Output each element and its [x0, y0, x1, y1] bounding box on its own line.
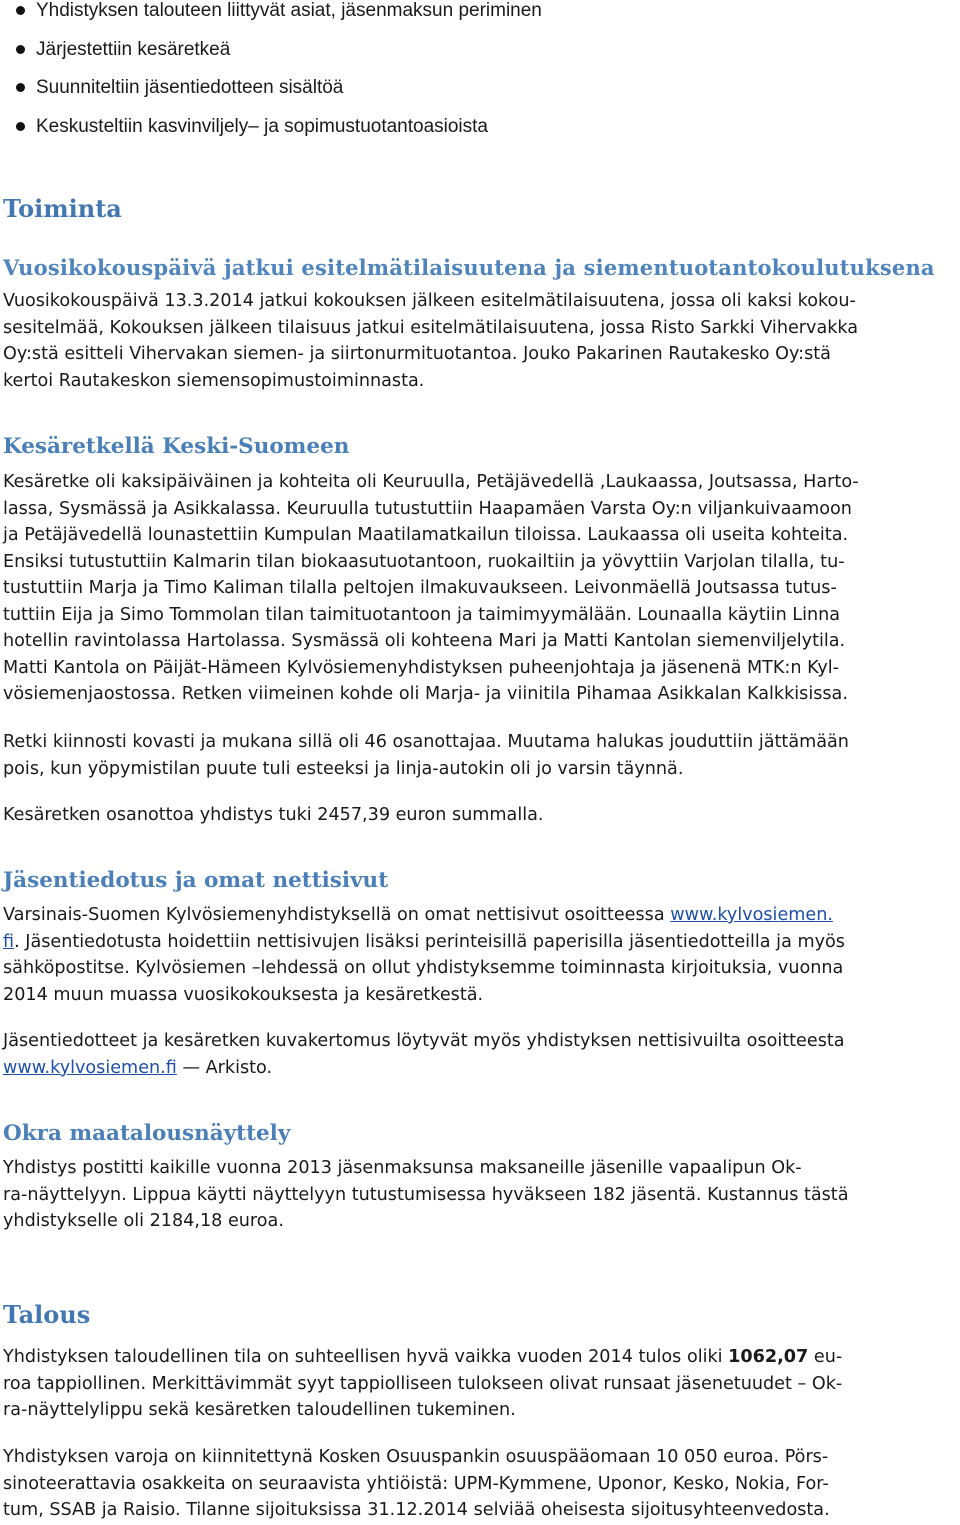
heading-okra: Okra maatalousnäyttely [3, 1121, 291, 1146]
paragraph-jasentiedotus: Varsinais-Suomen Kylvösiemenyhdistyksellä on omat nettisivut osoitteessa www.kylvosiemen. fi. Jäsentiedotusta hoidettiin nettisivujen lisäksi perinteisillä paperisilla jäsentiedotteilla ja myös sähköpostitse. Kylvösiemen –lehdessä on ollut yhdistyksemme toiminnasta kirjoituksia, vuonna 2014 muun muassa vuosikokouksesta ja kesäretkestä. [3, 905, 845, 1005]
paragraph-kesaretki: Kesäretke oli kaksipäiväinen ja kohteita oli Keuruulla, Petäjävedellä ,Laukaassa, Joutsassa, Harto- lassa, Sysmässä ja Asikkalassa. Keuruulla tutustuttiin Haapamäen Varsta Oy:n viljankuivaamoon ja Petäjävedellä lounastettiin Kumpulan Maatilamatkailun tiloissa. Laukaassa oli useita kohteita. Ensiksi tutustuttiin Kalmarin tilan biokaasutuotantoon, ruokailtiin ja yövyttiin Varjolan tilalla, tu- tustuttiin Marja ja Timo Kaliman tilalla peltojen ilmakuvaukseen. Leivonmäellä Joutsassa tutus- tuttiin Eija ja Simo Tommolan tilan taimituotantoon ja taimimyymälään. Lounaalla käytiin Linna hotellin ravintolassa Hartolassa. Sysmässä oli kohteena Mari ja Matti Kantolan siemenviljelytila. Matti Kantola on Päijät-Hämeen Kylvösiemenyhdistyksen puheenjohtaja ja jäsenenä MTK:n Kyl- vösiemenjaostossa. Retken viimeinen kohde oli Marja- ja viinitila Pihamaa Asikkalan Kalkkisissa. [3, 472, 859, 704]
heading-jasentiedotus: Jäsentiedotus ja omat nettisivut [3, 868, 389, 893]
paragraph-okra: Yhdistys postitti kaikille vuonna 2013 jäsenmaksunsa maksaneille jäsenille vapaalipun Ok- ra-näyttelyyn. Lippua käytti näyttelyyn tutustumisessa hyväkseen 182 jäsentä. Kustannus tästä yhdistykselle oli 2184,18 euroa. [3, 1158, 849, 1231]
paragraph-vuosikokous: Vuosikokouspäivä 13.3.2014 jatkui kokouksen jälkeen esitelmätilaisuutena, jossa oli kaksi kokou- sesitelmää, Kokouksen jälkeen tilaisuus jatkui esitelmätilaisuutena, jossa Risto Sarkki Vihervakka Oy:stä esitteli Vihervakan siemen- ja siirtonurmituotantoa. Jouko Pakarinen Rautakesko Oy:stä kertoi Rautakeskon siemensopimustoiminnasta. [3, 291, 859, 391]
paragraph-osanottajat: Retki kiinnosti kovasti ja mukana sillä oli 46 osanottajaa. Muutama halukas jouduttiin jättämään pois, kun yöpymistilan puute tuli esteeksi ja linja-autokin oli jo varsin täynnä. [3, 732, 849, 779]
paragraph-talous: Yhdistyksen taloudellinen tila on suhteellisen hyvä vaikka vuoden 2014 tulos oliki 1062,07 eu- roa tappiollinen. Merkittävimmät syyt tappiolliseen tulokseen olivat runsaat jäsenetuudet – Ok- ra-näyttelylippu sekä kesäretken taloudellinen tukeminen. [3, 1347, 843, 1420]
website-link-continued[interactable]: fi [3, 931, 15, 952]
heading-talous: Talous [3, 1300, 91, 1329]
heading-toiminta: Toiminta [3, 194, 122, 223]
list-item: Yhdistyksen talouteen liittyvät asiat, jäsenmaksun periminen [3, 0, 542, 37]
archive-link[interactable]: www.kylvosiemen.fi [3, 1057, 177, 1078]
bullet-icon [16, 45, 25, 54]
website-link[interactable]: www.kylvosiemen. [670, 905, 833, 925]
paragraph-tuki: Kesäretken osanottoa yhdistys tuki 2457,39 euron summalla. [3, 805, 544, 825]
subheading-vuosikokous: Vuosikokouspäivä jatkui esitelmätilaisuutena ja siementuotantokoulutuksena [3, 255, 935, 280]
bullet-icon [16, 83, 25, 92]
paragraph-arkisto: Jäsentiedotteet ja kesäretken kuvakertomus löytyvät myös yhdistyksen nettisivuilta osoitteesta www.kylvosiemen.fi — Arkisto. [3, 1031, 845, 1078]
paragraph-sijoitukset: Yhdistyksen varoja on kiinnitettynä Kosken Osuuspankin osuuspääomaan 10 050 euroa. Pörs- sinoteerattavia osakkeita on seuraavista yhtiöistä: UPM-Kymmene, Uponor, Kesko, Nokia, For- tum, SSAB ja Raisio. Tilanne sijoituksissa 31.12.2014 selviää oheisesta sijoitusyhteenvedosta. [3, 1447, 830, 1520]
list-item: Suunniteltiin jäsentiedotteen sisältöä [3, 75, 542, 114]
list-item: Järjestettiin kesäretkeä [3, 37, 542, 76]
list-item: Keskusteltiin kasvinviljely– ja sopimustuotantoasioista [3, 114, 542, 153]
agenda-list [3, 0, 542, 152]
heading-kesaretki: Kesäretkellä Keski-Suomeen [3, 434, 350, 459]
result-amount: 1062,07 [728, 1347, 809, 1367]
bullet-icon [16, 6, 25, 15]
bullet-icon [16, 122, 25, 131]
